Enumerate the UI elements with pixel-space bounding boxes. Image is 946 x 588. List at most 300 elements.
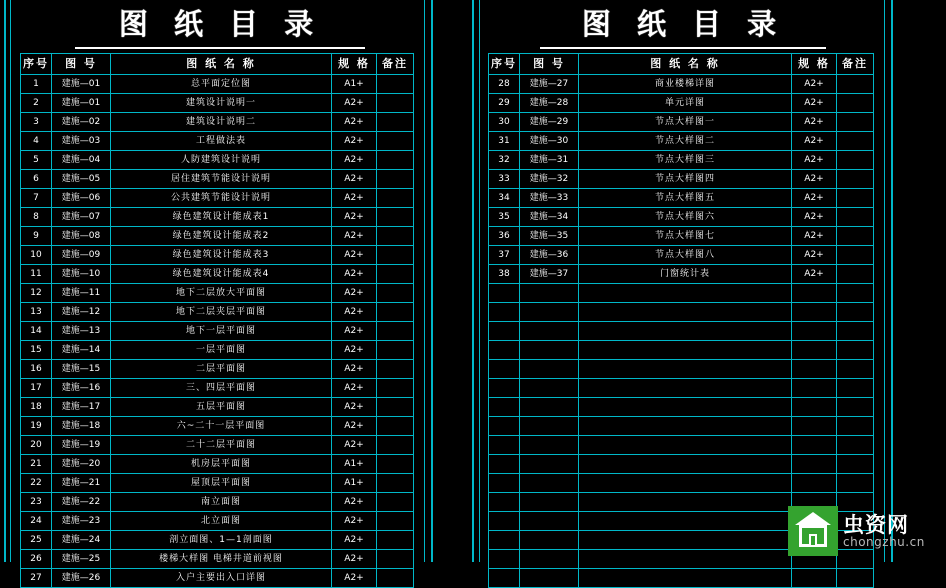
cell-name: 门窗统计表 xyxy=(579,265,792,284)
table-row xyxy=(21,474,414,493)
cell-spec: A2+ xyxy=(792,208,837,227)
cell-name: 地下二层放大平面图 xyxy=(111,284,332,303)
watermark-logo xyxy=(788,506,940,556)
cell-no: 16 xyxy=(21,360,52,379)
cell-note xyxy=(377,512,414,531)
cell-spec: A2+ xyxy=(332,303,377,322)
col-header-spec: 规 格 xyxy=(792,54,837,75)
table-row-empty xyxy=(489,398,874,417)
cell-spec: A2+ xyxy=(332,113,377,132)
cell-no: 36 xyxy=(489,227,520,246)
cell-code: 建施—26 xyxy=(52,569,111,588)
cell-no: 14 xyxy=(21,322,52,341)
cell-no: 19 xyxy=(21,417,52,436)
cell-code: 建施—34 xyxy=(520,208,579,227)
cell-name: 三、四层平面图 xyxy=(111,379,332,398)
cell-name: 节点大样图二 xyxy=(579,132,792,151)
cell-no: 29 xyxy=(489,94,520,113)
sheet-left xyxy=(0,0,440,583)
cell-code: 建施—22 xyxy=(52,493,111,512)
cell-no: 13 xyxy=(21,303,52,322)
cell-name: 绿色建筑设计能成表3 xyxy=(111,246,332,265)
table-row-empty xyxy=(489,303,874,322)
cell-empty xyxy=(489,379,520,398)
cell-no: 37 xyxy=(489,246,520,265)
cell-note xyxy=(837,227,874,246)
table-row xyxy=(489,189,874,208)
cell-spec: A1+ xyxy=(332,75,377,94)
cell-code: 建施—28 xyxy=(520,94,579,113)
table-row-empty xyxy=(489,360,874,379)
cell-empty xyxy=(579,493,792,512)
table-header-row xyxy=(21,54,414,75)
cell-empty xyxy=(579,284,792,303)
cell-code: 建施—04 xyxy=(52,151,111,170)
cell-spec: A2+ xyxy=(332,265,377,284)
cell-empty xyxy=(520,303,579,322)
cell-no: 2 xyxy=(21,94,52,113)
cell-note xyxy=(377,455,414,474)
cell-no: 30 xyxy=(489,113,520,132)
table-row xyxy=(489,75,874,94)
cell-empty xyxy=(792,284,837,303)
cell-no: 25 xyxy=(21,531,52,550)
cell-no: 17 xyxy=(21,379,52,398)
table-row-empty xyxy=(489,417,874,436)
cell-empty xyxy=(837,474,874,493)
cell-code: 建施—16 xyxy=(52,379,111,398)
cell-code: 建施—17 xyxy=(52,398,111,417)
cell-empty xyxy=(792,436,837,455)
cell-spec: A2+ xyxy=(792,246,837,265)
cell-no: 5 xyxy=(21,151,52,170)
cell-no: 11 xyxy=(21,265,52,284)
table-row xyxy=(489,170,874,189)
cell-empty xyxy=(792,455,837,474)
table-row xyxy=(21,531,414,550)
cell-note xyxy=(377,360,414,379)
table-row xyxy=(21,322,414,341)
cell-empty xyxy=(579,398,792,417)
cell-code: 建施—12 xyxy=(52,303,111,322)
cell-empty xyxy=(520,379,579,398)
cell-spec: A1+ xyxy=(332,455,377,474)
cell-name: 人防建筑设计说明 xyxy=(111,151,332,170)
cell-spec: A2+ xyxy=(332,569,377,588)
cell-note xyxy=(377,417,414,436)
cell-empty xyxy=(837,379,874,398)
cell-code: 建施—29 xyxy=(520,113,579,132)
cell-spec: A2+ xyxy=(332,360,377,379)
cell-note xyxy=(377,75,414,94)
cell-empty xyxy=(579,417,792,436)
cell-note xyxy=(377,170,414,189)
cell-code: 建施—15 xyxy=(52,360,111,379)
cell-empty xyxy=(520,341,579,360)
cell-empty xyxy=(579,512,792,531)
cell-name: 入户主要出入口详图 xyxy=(111,569,332,588)
cell-empty xyxy=(489,531,520,550)
cell-empty xyxy=(792,398,837,417)
table-row-empty xyxy=(489,569,874,588)
cell-spec: A2+ xyxy=(332,398,377,417)
cell-name: 节点大样图四 xyxy=(579,170,792,189)
cell-note xyxy=(377,227,414,246)
page-title-left: 图 纸 目 录 xyxy=(118,7,322,41)
col-header-code: 图 号 xyxy=(52,54,111,75)
cell-no: 23 xyxy=(21,493,52,512)
table-row xyxy=(489,113,874,132)
cell-code: 建施—18 xyxy=(52,417,111,436)
cell-empty xyxy=(489,474,520,493)
cell-empty xyxy=(520,417,579,436)
cell-empty xyxy=(579,303,792,322)
cell-no: 8 xyxy=(21,208,52,227)
cell-no: 18 xyxy=(21,398,52,417)
table-row xyxy=(21,132,414,151)
page-title-right: 图 纸 目 录 xyxy=(581,7,785,41)
cell-empty xyxy=(579,455,792,474)
col-header-note: 备注 xyxy=(377,54,414,75)
cell-name: 居住建筑节能设计说明 xyxy=(111,170,332,189)
cell-no: 1 xyxy=(21,75,52,94)
cell-no: 20 xyxy=(21,436,52,455)
table-row xyxy=(21,512,414,531)
cell-empty xyxy=(520,322,579,341)
cell-empty xyxy=(579,474,792,493)
table-row xyxy=(21,227,414,246)
cell-note xyxy=(377,531,414,550)
cell-empty xyxy=(520,493,579,512)
cell-code: 建施—21 xyxy=(52,474,111,493)
cell-no: 4 xyxy=(21,132,52,151)
cell-name: 地下二层夹层平面图 xyxy=(111,303,332,322)
table-row xyxy=(21,246,414,265)
cell-note xyxy=(377,113,414,132)
cell-code: 建施—23 xyxy=(52,512,111,531)
cell-spec: A2+ xyxy=(332,189,377,208)
cell-code: 建施—01 xyxy=(52,94,111,113)
table-row xyxy=(21,550,414,569)
cell-empty xyxy=(489,284,520,303)
table-row xyxy=(489,132,874,151)
cell-code: 建施—30 xyxy=(520,132,579,151)
cell-no: 6 xyxy=(21,170,52,189)
cell-empty xyxy=(520,512,579,531)
table-row-empty xyxy=(489,474,874,493)
cell-spec: A2+ xyxy=(332,531,377,550)
table-row xyxy=(21,94,414,113)
cell-empty xyxy=(579,341,792,360)
cell-note xyxy=(837,246,874,265)
cell-no: 33 xyxy=(489,170,520,189)
table-row xyxy=(21,170,414,189)
table-row xyxy=(21,75,414,94)
table-row xyxy=(21,360,414,379)
cell-name: 屋顶层平面图 xyxy=(111,474,332,493)
cell-code: 建施—25 xyxy=(52,550,111,569)
cell-no: 15 xyxy=(21,341,52,360)
cell-name: 楼梯大样图 电梯井道前视图 xyxy=(111,550,332,569)
cell-empty xyxy=(489,455,520,474)
cell-empty xyxy=(489,436,520,455)
cell-name: 总平面定位图 xyxy=(111,75,332,94)
cell-code: 建施—01 xyxy=(52,75,111,94)
table-row xyxy=(21,151,414,170)
table-row-empty xyxy=(489,341,874,360)
cell-empty xyxy=(489,550,520,569)
table-row xyxy=(21,189,414,208)
cell-code: 建施—14 xyxy=(52,341,111,360)
table-row-empty xyxy=(489,284,874,303)
cell-spec: A2+ xyxy=(332,379,377,398)
cell-empty xyxy=(579,550,792,569)
cell-empty xyxy=(520,569,579,588)
cell-code: 建施—33 xyxy=(520,189,579,208)
cell-empty xyxy=(837,455,874,474)
cell-note xyxy=(377,132,414,151)
cell-note xyxy=(377,569,414,588)
cell-note xyxy=(377,341,414,360)
cell-note xyxy=(837,151,874,170)
cell-note xyxy=(377,94,414,113)
table-row xyxy=(21,379,414,398)
cell-name: 地下一层平面图 xyxy=(111,322,332,341)
cell-no: 28 xyxy=(489,75,520,94)
table-row xyxy=(21,493,414,512)
cell-empty xyxy=(837,322,874,341)
table-body-left xyxy=(21,75,414,588)
table-row xyxy=(21,569,414,588)
cell-no: 31 xyxy=(489,132,520,151)
cell-no: 7 xyxy=(21,189,52,208)
cell-no: 12 xyxy=(21,284,52,303)
cell-spec: A2+ xyxy=(332,132,377,151)
cell-empty xyxy=(792,322,837,341)
cell-note xyxy=(377,303,414,322)
cell-code: 建施—06 xyxy=(52,189,111,208)
col-header-note: 备注 xyxy=(837,54,874,75)
cell-spec: A2+ xyxy=(792,227,837,246)
cell-note xyxy=(377,398,414,417)
cell-code: 建施—36 xyxy=(520,246,579,265)
cell-name: 商业楼梯详图 xyxy=(579,75,792,94)
cell-spec: A2+ xyxy=(332,512,377,531)
watermark-name-en: chongzhu.cn xyxy=(843,534,925,549)
cell-no: 24 xyxy=(21,512,52,531)
cell-name: 节点大样图一 xyxy=(579,113,792,132)
cell-spec: A2+ xyxy=(792,265,837,284)
cell-spec: A2+ xyxy=(792,94,837,113)
cell-code: 建施—27 xyxy=(520,75,579,94)
col-header-name: 图 纸 名 称 xyxy=(111,54,332,75)
cell-name: 节点大样图六 xyxy=(579,208,792,227)
cell-empty xyxy=(837,417,874,436)
cell-name: 北立面图 xyxy=(111,512,332,531)
cell-name: 六~二十一层平面图 xyxy=(111,417,332,436)
cell-empty xyxy=(520,550,579,569)
cell-empty xyxy=(520,360,579,379)
cell-name: 工程做法表 xyxy=(111,132,332,151)
table-row xyxy=(489,94,874,113)
cell-spec: A2+ xyxy=(332,94,377,113)
cell-empty xyxy=(837,398,874,417)
cell-empty xyxy=(520,474,579,493)
cell-empty xyxy=(489,341,520,360)
cell-spec: A2+ xyxy=(792,170,837,189)
cell-no: 26 xyxy=(21,550,52,569)
cell-empty xyxy=(837,284,874,303)
table-row xyxy=(21,341,414,360)
cell-spec: A2+ xyxy=(792,151,837,170)
table-row-empty xyxy=(489,436,874,455)
cell-spec: A2+ xyxy=(792,75,837,94)
cell-no: 38 xyxy=(489,265,520,284)
table-row xyxy=(21,303,414,322)
cell-code: 建施—35 xyxy=(520,227,579,246)
cell-note xyxy=(837,75,874,94)
table-row xyxy=(21,417,414,436)
cell-name: 建筑设计说明一 xyxy=(111,94,332,113)
cell-empty xyxy=(837,341,874,360)
cell-code: 建施—03 xyxy=(52,132,111,151)
cell-note xyxy=(837,113,874,132)
cell-no: 22 xyxy=(21,474,52,493)
cell-empty xyxy=(792,360,837,379)
cell-empty xyxy=(837,303,874,322)
cell-code: 建施—09 xyxy=(52,246,111,265)
cell-name: 节点大样图七 xyxy=(579,227,792,246)
cell-spec: A2+ xyxy=(332,208,377,227)
cell-empty xyxy=(520,398,579,417)
cell-spec: A2+ xyxy=(332,246,377,265)
col-header-name: 图 纸 名 称 xyxy=(579,54,792,75)
table-row xyxy=(21,284,414,303)
cell-empty xyxy=(489,322,520,341)
table-row xyxy=(21,455,414,474)
table-row xyxy=(489,151,874,170)
sheet-right xyxy=(468,0,898,562)
cell-empty xyxy=(579,360,792,379)
cell-note xyxy=(377,189,414,208)
cell-code: 建施—13 xyxy=(52,322,111,341)
table-header-row xyxy=(489,54,874,75)
col-header-no: 序号 xyxy=(489,54,520,75)
table-row xyxy=(489,208,874,227)
cell-spec: A2+ xyxy=(332,436,377,455)
cell-note xyxy=(377,436,414,455)
cell-empty xyxy=(579,531,792,550)
cell-name: 机房层平面图 xyxy=(111,455,332,474)
table-row-empty xyxy=(489,322,874,341)
table-row xyxy=(489,246,874,265)
cell-spec: A2+ xyxy=(332,417,377,436)
title-underline-right xyxy=(540,47,826,49)
cell-spec: A2+ xyxy=(332,170,377,189)
cell-empty xyxy=(520,531,579,550)
cell-empty xyxy=(489,360,520,379)
cell-empty xyxy=(792,341,837,360)
cell-code: 建施—20 xyxy=(52,455,111,474)
col-header-no: 序号 xyxy=(21,54,52,75)
cell-empty xyxy=(520,455,579,474)
col-header-code: 图 号 xyxy=(520,54,579,75)
cell-note xyxy=(377,474,414,493)
cell-code: 建施—32 xyxy=(520,170,579,189)
cell-note xyxy=(377,246,414,265)
cell-name: 一层平面图 xyxy=(111,341,332,360)
cell-code: 建施—07 xyxy=(52,208,111,227)
cell-name: 节点大样图八 xyxy=(579,246,792,265)
cell-empty xyxy=(579,569,792,588)
cell-spec: A2+ xyxy=(792,113,837,132)
cell-code: 建施—11 xyxy=(52,284,111,303)
cell-empty xyxy=(837,569,874,588)
cell-no: 35 xyxy=(489,208,520,227)
cell-name: 南立面图 xyxy=(111,493,332,512)
cell-empty xyxy=(579,379,792,398)
cell-name: 公共建筑节能设计说明 xyxy=(111,189,332,208)
cell-note xyxy=(377,322,414,341)
table-row xyxy=(489,227,874,246)
cell-spec: A2+ xyxy=(332,227,377,246)
table-row xyxy=(21,208,414,227)
table-row xyxy=(21,113,414,132)
table-row xyxy=(489,265,874,284)
cell-note xyxy=(377,284,414,303)
cell-name: 节点大样图三 xyxy=(579,151,792,170)
cell-name: 五层平面图 xyxy=(111,398,332,417)
cell-no: 9 xyxy=(21,227,52,246)
cell-empty xyxy=(579,436,792,455)
cell-empty xyxy=(520,284,579,303)
cell-no: 34 xyxy=(489,189,520,208)
cell-name: 绿色建筑设计能成表2 xyxy=(111,227,332,246)
cell-empty xyxy=(792,379,837,398)
cell-note xyxy=(837,208,874,227)
house-logo-icon xyxy=(788,506,838,556)
cell-note xyxy=(377,379,414,398)
cell-code: 建施—24 xyxy=(52,531,111,550)
cell-empty xyxy=(489,417,520,436)
table-row xyxy=(21,265,414,284)
cell-spec: A1+ xyxy=(332,474,377,493)
cell-no: 32 xyxy=(489,151,520,170)
col-header-spec: 规 格 xyxy=(332,54,377,75)
cell-name: 节点大样图五 xyxy=(579,189,792,208)
cell-empty xyxy=(489,303,520,322)
cell-empty xyxy=(792,303,837,322)
cell-spec: A2+ xyxy=(332,341,377,360)
cell-name: 单元详图 xyxy=(579,94,792,113)
cell-empty xyxy=(837,436,874,455)
cell-no: 21 xyxy=(21,455,52,474)
cell-spec: A2+ xyxy=(332,550,377,569)
cell-note xyxy=(837,170,874,189)
table-row xyxy=(21,398,414,417)
cell-code: 建施—19 xyxy=(52,436,111,455)
cell-empty xyxy=(489,398,520,417)
cell-spec: A2+ xyxy=(792,189,837,208)
cell-spec: A2+ xyxy=(332,493,377,512)
cell-note xyxy=(377,208,414,227)
cell-empty xyxy=(489,569,520,588)
cell-empty xyxy=(837,360,874,379)
cell-empty xyxy=(489,512,520,531)
cell-spec: A2+ xyxy=(332,284,377,303)
cell-empty xyxy=(489,493,520,512)
cell-spec: A2+ xyxy=(332,322,377,341)
